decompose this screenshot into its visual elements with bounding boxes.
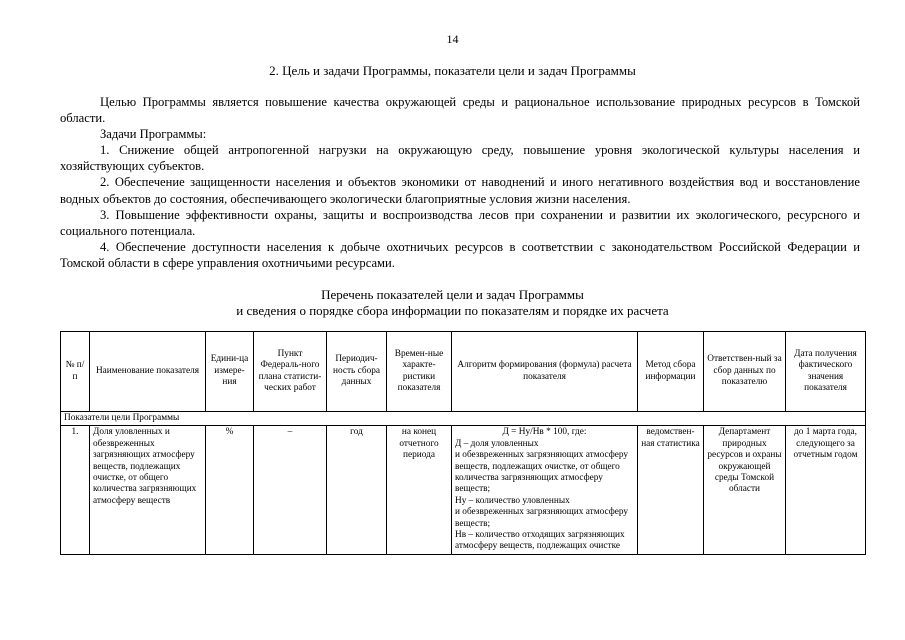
algorithm-line: Нв – количество отходящих загрязняющих атмосферу веществ, подлежащих очистке bbox=[455, 530, 625, 552]
indicators-table bbox=[60, 331, 866, 555]
header-num: № п/п bbox=[61, 332, 90, 412]
list-title-line-1: Перечень показателей цели и задач Программы bbox=[321, 287, 584, 302]
header-date: Дата получения фактического значения показателя bbox=[786, 332, 866, 412]
algorithm-line: и обезвреженных загрязняющих атмосферу веществ, подлежащих очистке, от общего количества загрязняющих атмосферу веществ; bbox=[455, 450, 629, 495]
task-4: 4. Обеспечение доступности населения к добыче охотничьих ресурсов в соответствии с законодательством Российской Федерации и Томской области в сфере управления охотничьими ресурсами. bbox=[60, 239, 860, 270]
header-time-char: Времен-ные характе-ристики показателя bbox=[387, 332, 452, 412]
row-algorithm bbox=[452, 426, 638, 554]
header-algorithm: Алгоритм формирования (формула) расчета показателя bbox=[452, 332, 638, 412]
list-title-line-2: и сведения о порядке сбора информации по показателям и порядке их расчета bbox=[236, 303, 669, 318]
goal-paragraph: Целью Программы является повышение качества окружающей среды и рациональное использование природных ресурсов в Томской области. bbox=[60, 95, 860, 126]
header-name: Наименование показателя bbox=[90, 332, 206, 412]
page-number: 14 bbox=[446, 32, 459, 46]
header-periodicity: Периодич-ность сбора данных bbox=[327, 332, 387, 412]
row-responsible: Департамент природных ресурсов и охраны окружающей среды Томской области bbox=[704, 426, 786, 554]
row-plan-item: – bbox=[254, 426, 327, 554]
group-label: Показатели цели Программы bbox=[61, 412, 866, 426]
header-method: Метод сбора информации bbox=[638, 332, 704, 412]
row-unit: % bbox=[206, 426, 254, 554]
task-3: 3. Повышение эффективности охраны, защиты и воспроизводства лесов при сохранении и развитии их экологического, ресурсного и социального потенциала. bbox=[60, 207, 860, 238]
algorithm-line: Д – доля уловленных bbox=[455, 438, 539, 449]
section-title: 2. Цель и задачи Программы, показатели цели и задач Программы bbox=[269, 63, 636, 78]
task-2: 2. Обеспечение защищенности населения и объектов экономики от наводнений и иного негативного воздействия вод и восстановление водных объектов до состояния, обеспечивающего экологически благоприятные условия жизни населения. bbox=[60, 175, 860, 206]
group-row bbox=[61, 412, 866, 426]
tasks-heading: Задачи Программы: bbox=[100, 127, 207, 142]
header-plan-item: Пункт Федераль-ного плана статисти-ческих работ bbox=[254, 332, 327, 412]
header-responsible: Ответствен-ный за сбор данных по показателю bbox=[704, 332, 786, 412]
row-name: Доля уловленных и обезвреженных загрязняющих атмосферу веществ, подлежащих очистке, от общего количества загрязняющих атмосферу веществ bbox=[90, 426, 206, 554]
algorithm-line: Ну – количество уловленных bbox=[455, 495, 570, 506]
algorithm-line: и обезвреженных загрязняющих атмосферу веществ; bbox=[455, 507, 629, 529]
row-date: до 1 марта года, следующего за отчетным годом bbox=[786, 426, 866, 554]
table-row bbox=[61, 426, 866, 554]
body-text bbox=[60, 94, 860, 271]
row-num: 1. bbox=[61, 426, 90, 554]
row-method: ведомствен-ная статистика bbox=[638, 426, 704, 554]
row-periodicity: год bbox=[327, 426, 387, 554]
table-header-row bbox=[61, 332, 866, 412]
list-title bbox=[0, 287, 905, 319]
algorithm-formula: Д = Ну/Нв * 100, где: bbox=[502, 427, 587, 438]
row-time-char: на конец отчетного периода bbox=[387, 426, 452, 554]
header-unit: Едини-ца измере-ния bbox=[206, 332, 254, 412]
task-1: 1. Снижение общей антропогенной нагрузки на окружающую среду, повышение уровня экологической культуры населения и хозяйствующих субъектов. bbox=[60, 143, 860, 174]
